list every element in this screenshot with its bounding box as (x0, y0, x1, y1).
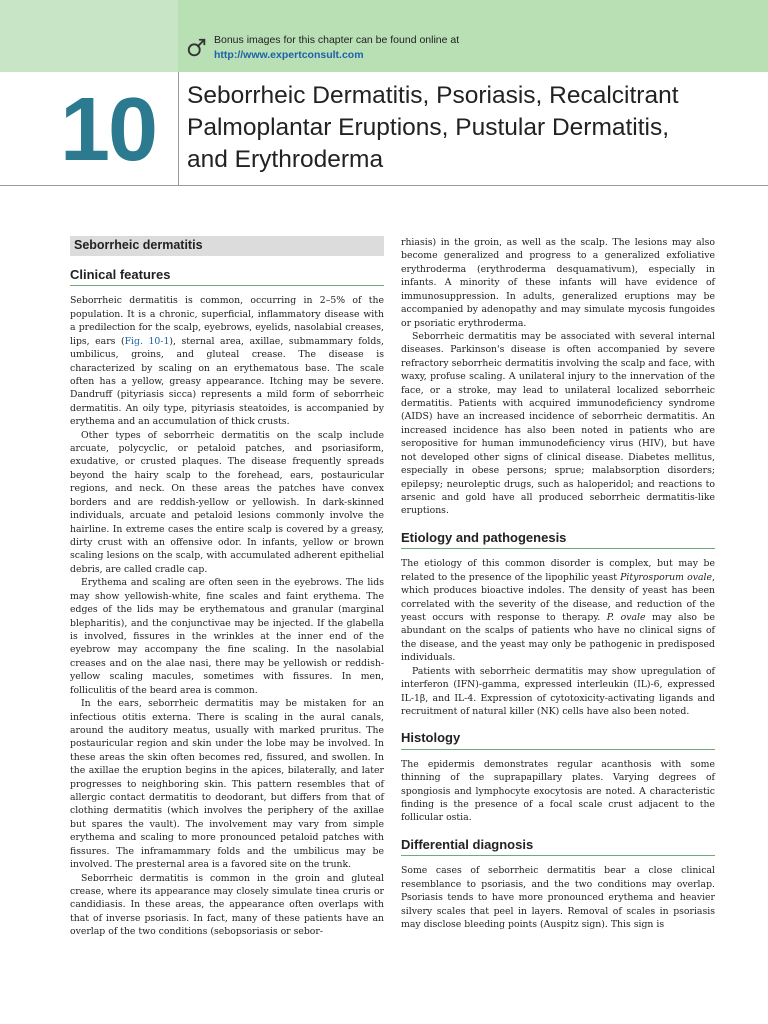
paragraph: Erythema and scaling are often seen in the eyebrows. The lids may show yellowish-white, fine scales and faint erythema. The edges of the lids may be erythematous and granular (marginal blepharitis), and the conjunctivae may be injected. If the glabella is involved, fissures in the wrinkles at the inner end of the eyebrow may accompany the fine scaling. In the nasolabial creases and on the alae nasi, there may be yellowish or reddish-yellow scaling macules, sometimes with fissures. In men, folliculitis of the beard area is common. (70, 577, 384, 696)
paragraph: Seborrheic dermatitis may be associated with several internal diseases. Parkinson's disease is often accompanied by severe refractory seborrheic dermatitis involving the scalp and face, with waxy, profuse scaling. A unilateral injury to the innervation of the face, or a stroke, may lead to unilateral localized seborrheic dermatitis. Patients with acquired immunodeficiency syndrome (AIDS) have an increased incidence of seborrheic dermatitis. An increased incidence has also been noted in patients who are seropositive for human immunodeficiency virus (HIV), but have not developed other signs of clinical disease. Diabetes mellitus, especially in obese persons; sprue; malabsorption disorders; epilepsy; neuroleptic drugs, such as haloperidol; and reactions to arsenic and gold have all produced seborrheic dermatitis-like eruptions. (401, 330, 715, 517)
etiology-heading: Etiology and pathogenesis (401, 529, 715, 549)
text-run: The etiology of this common disorder is complex, but may be related to the presence of the lipophilic yeast (401, 558, 715, 583)
clinical-features-heading: Clinical features (70, 266, 384, 286)
header-divider-vertical (178, 72, 179, 185)
paragraph: Seborrheic dermatitis is common in the groin and gluteal crease, where its appearance may closely simulate tinea cruris or candidiasis. In these areas, the appearance often overlaps with that of inverse psoriasis. In fact, many of these patients have an overlap of the two conditions (sebopsoriasis or sebor- (70, 872, 384, 938)
histology-heading: Histology (401, 729, 715, 749)
differential-diagnosis-heading: Differential diagnosis (401, 836, 715, 856)
species-name: P. ovale (606, 611, 646, 623)
paragraph: In the ears, seborrheic dermatitis may be mistaken for an infectious otitis externa. There is scaling in the aural canals, around the auditory meatus, usually with marked pruritus. The postauricular region and skin under the lobe may be involved. In these areas the skin often becomes red, fissured, and swollen. In the axillae the eruption begins in the apices, bilaterally, and later progresses to neighboring skin. This pattern resembles that of allergic contact dermatitis to deodorant, but differs from that of clothing dermatitis (which involves the periphery of the axillae but spares the vault). The involvement may vary from simple erythema and scaling to more pronounced petaloid patches with fissures. The inframammary folds and the umbilicus may be involved. The presternal area is a favored site on the trunk. (70, 698, 384, 871)
text-run: ), sternal area, axillae, submammary folds, umbilicus, groins, and gluteal crease. The disease is characterized by scaling on an erythematous base. The scale often has a yellow, greasy appearance. Itching may be severe. Dandruff (pityriasis sicca) represents a mild form of seborrheic dermatitis. An oily type, pityriasis steatoides, is accompanied by erythema and an accumulation of thick crusts. (70, 335, 384, 428)
section-title: Seborrheic dermatitis (70, 236, 384, 256)
paragraph: Patients with seborrheic dermatitis may show upregulation of interferon (IFN)-gamma, expressed interleukin (IL)-6, expressed IL-1β, and IL-4. Expression of cytotoxicity-activating ligands and recruitment of natural killer (NK) cells have also been noted. (401, 665, 715, 717)
paragraph (70, 294, 384, 428)
text-run: , which produces bioactive indoles. The density of yeast has been correlated with the severity of the disease, and reduction of the yeast occurs with response to therapy. (401, 571, 715, 623)
paragraph: Some cases of seborrheic dermatitis bear a close clinical resemblance to psoriasis, and the two conditions may overlap. Psoriasis tends to have more pronounced erythema and heavier silvery scales that peel in layers. Removal of scales in psoriasis may disclose bleeding points (Auspitz sign). This sign is (401, 865, 715, 930)
bonus-text: Bonus images for this chapter can be found online at (214, 34, 460, 46)
left-column (70, 236, 384, 939)
species-name: Pityrosporum ovale (620, 571, 713, 583)
bonus-notice (186, 30, 459, 66)
right-column (401, 236, 715, 931)
paragraph (401, 557, 715, 664)
text-run: may also be abundant on the scalps of patients who have no clinical signs of the disease, and the yeast may only be pathogenic in predisposed individuals. (401, 611, 715, 664)
figure-reference-link[interactable]: Fig. 10-1 (124, 335, 170, 347)
bonus-link[interactable]: http://www.expertconsult.com (214, 49, 364, 61)
link-icon (186, 37, 208, 59)
header-divider-horizontal (0, 185, 768, 186)
paragraph: Other types of seborrheic dermatitis on the scalp include arcuate, polycyclic, or petaloid patches, and psoriasiform, exudative, or crusted plaques. The disease frequently spreads beyond the hairy scalp to the forehead, ears, postauricular regions, and neck. On these areas the patches have convex borders and are reddish-yellow or yellowish. In dark-skinned individuals, arcuate and petaloid lesions commonly involve the hairline. In extreme cases the entire scalp is covered by a greasy, dirty crust with an offensive odor. In infants, yellow or brown scaling lesions on the scalp, with accumulated adherent epithelial debris, are called cradle cap. (70, 429, 384, 575)
bonus-text-block (214, 33, 459, 63)
paragraph: The epidermis demonstrates regular acanthosis with some thinning of the suprapapillary plates. Varying degrees of spongiosis and lymphocyte exocytosis are noted. A characteristic finding is the presence of a focal scale crust adjacent to the follicular ostia. (401, 758, 715, 824)
chapter-number: 10 (60, 80, 157, 180)
chapter-title: Seborrheic Dermatitis, Psoriasis, Recalcitrant Palmoplantar Eruptions, Pustular Dermatitis, and Erythroderma (187, 82, 679, 173)
header-band-left (0, 0, 178, 72)
text-run: Seborrheic dermatitis is common, occurring in 2–5% of the population. It is a chronic, superficial, inflammatory disease with a predilection for the scalp, eyebrows, eyelids, nasolabial creases, lips, ears ( (70, 295, 384, 347)
paragraph: rhiasis) in the groin, as well as the scalp. The lesions may also become generalized and progress to a generalized exfoliative erythroderma (erythroderma desquamativum), especially in infants. A minority of these infants will have evidence of immunosuppression. In adults, generalized eruptions may be accompanied by adenopathy and may simulate mycosis fungoides or psoriatic erythroderma. (401, 237, 715, 329)
